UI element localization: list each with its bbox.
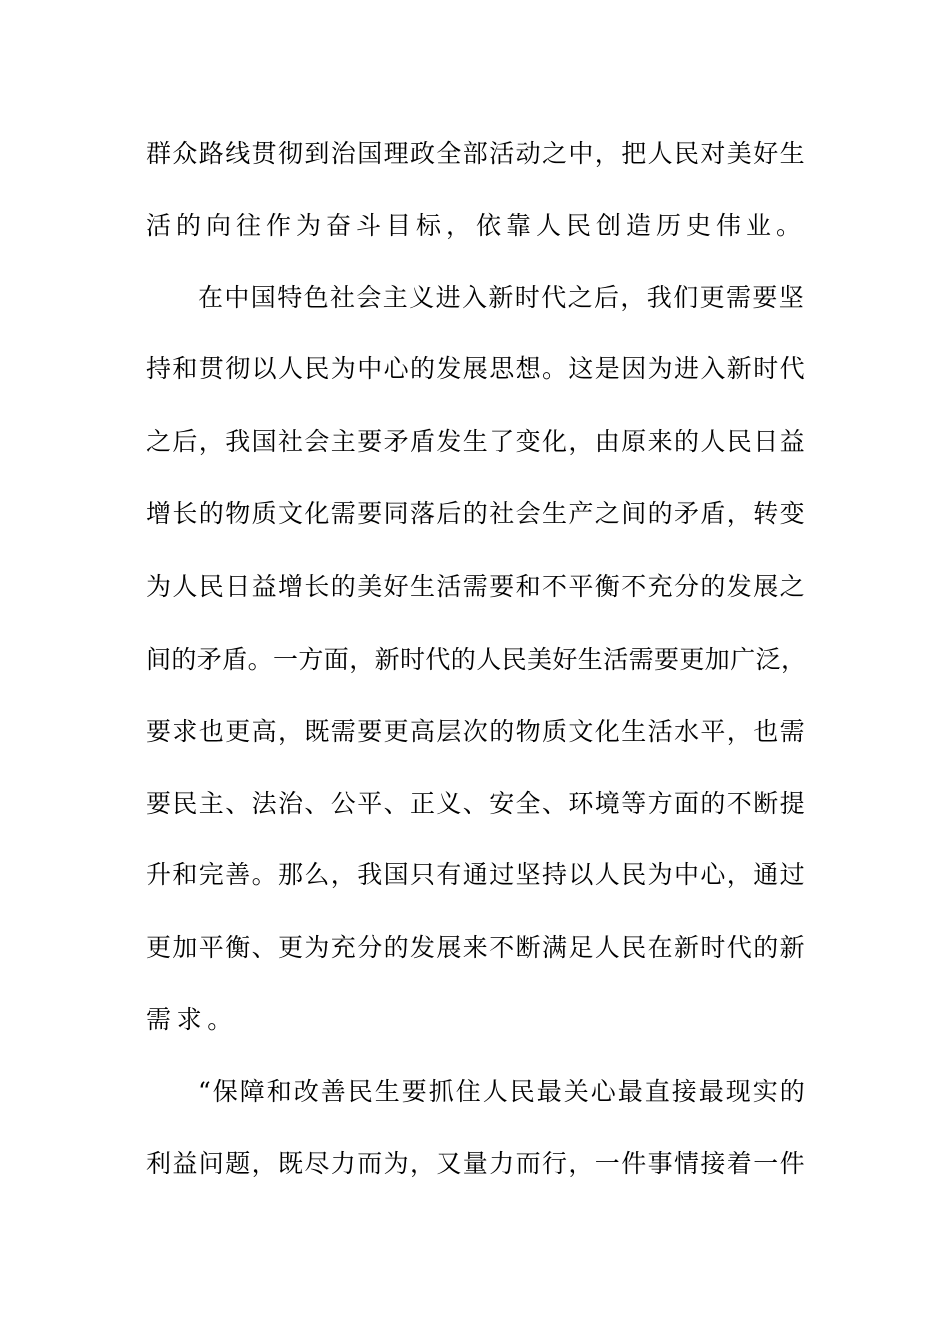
text-line: 更加平衡、更为充分的发展来不断满足人民在新时代的新 [146,933,807,962]
text-line: 间的矛盾。一方面，新时代的人民美好生活需要更加广泛， [146,645,807,674]
text-line: 需求。 [146,1005,238,1034]
paragraph-start-line: 在中国特色社会主义进入新时代之后，我们更需要坚 [198,283,806,312]
text-line: 之后，我国社会主要矛盾发生了变化，由原来的人民日益 [146,427,807,456]
text-line: 活的向往作为奋斗目标，依靠人民创造历史伟业。 [146,211,807,240]
text-line: 持和贯彻以人民为中心的发展思想。这是因为进入新时代 [146,354,807,383]
text-line: 利益问题，既尽力而为，又量力而行，一件事情接着一件 [146,1149,807,1178]
text-line: 增长的物质文化需要同落后的社会生产之间的矛盾，转变 [146,499,807,528]
text-line: 升和完善。那么，我国只有通过坚持以人民为中心，通过 [146,860,807,889]
text-line: 为人民日益增长的美好生活需要和不平衡不充分的发展之 [146,572,807,601]
text-line: 群众路线贯彻到治国理政全部活动之中，把人民对美好生 [146,139,807,168]
text-line: 要民主、法治、公平、正义、安全、环境等方面的不断提 [146,789,807,818]
text-line: 要求也更高，既需要更高层次的物质文化生活水平，也需 [146,717,807,746]
paragraph-start-line: “保障和改善民生要抓住人民最关心最直接最现实的 [198,1077,807,1106]
